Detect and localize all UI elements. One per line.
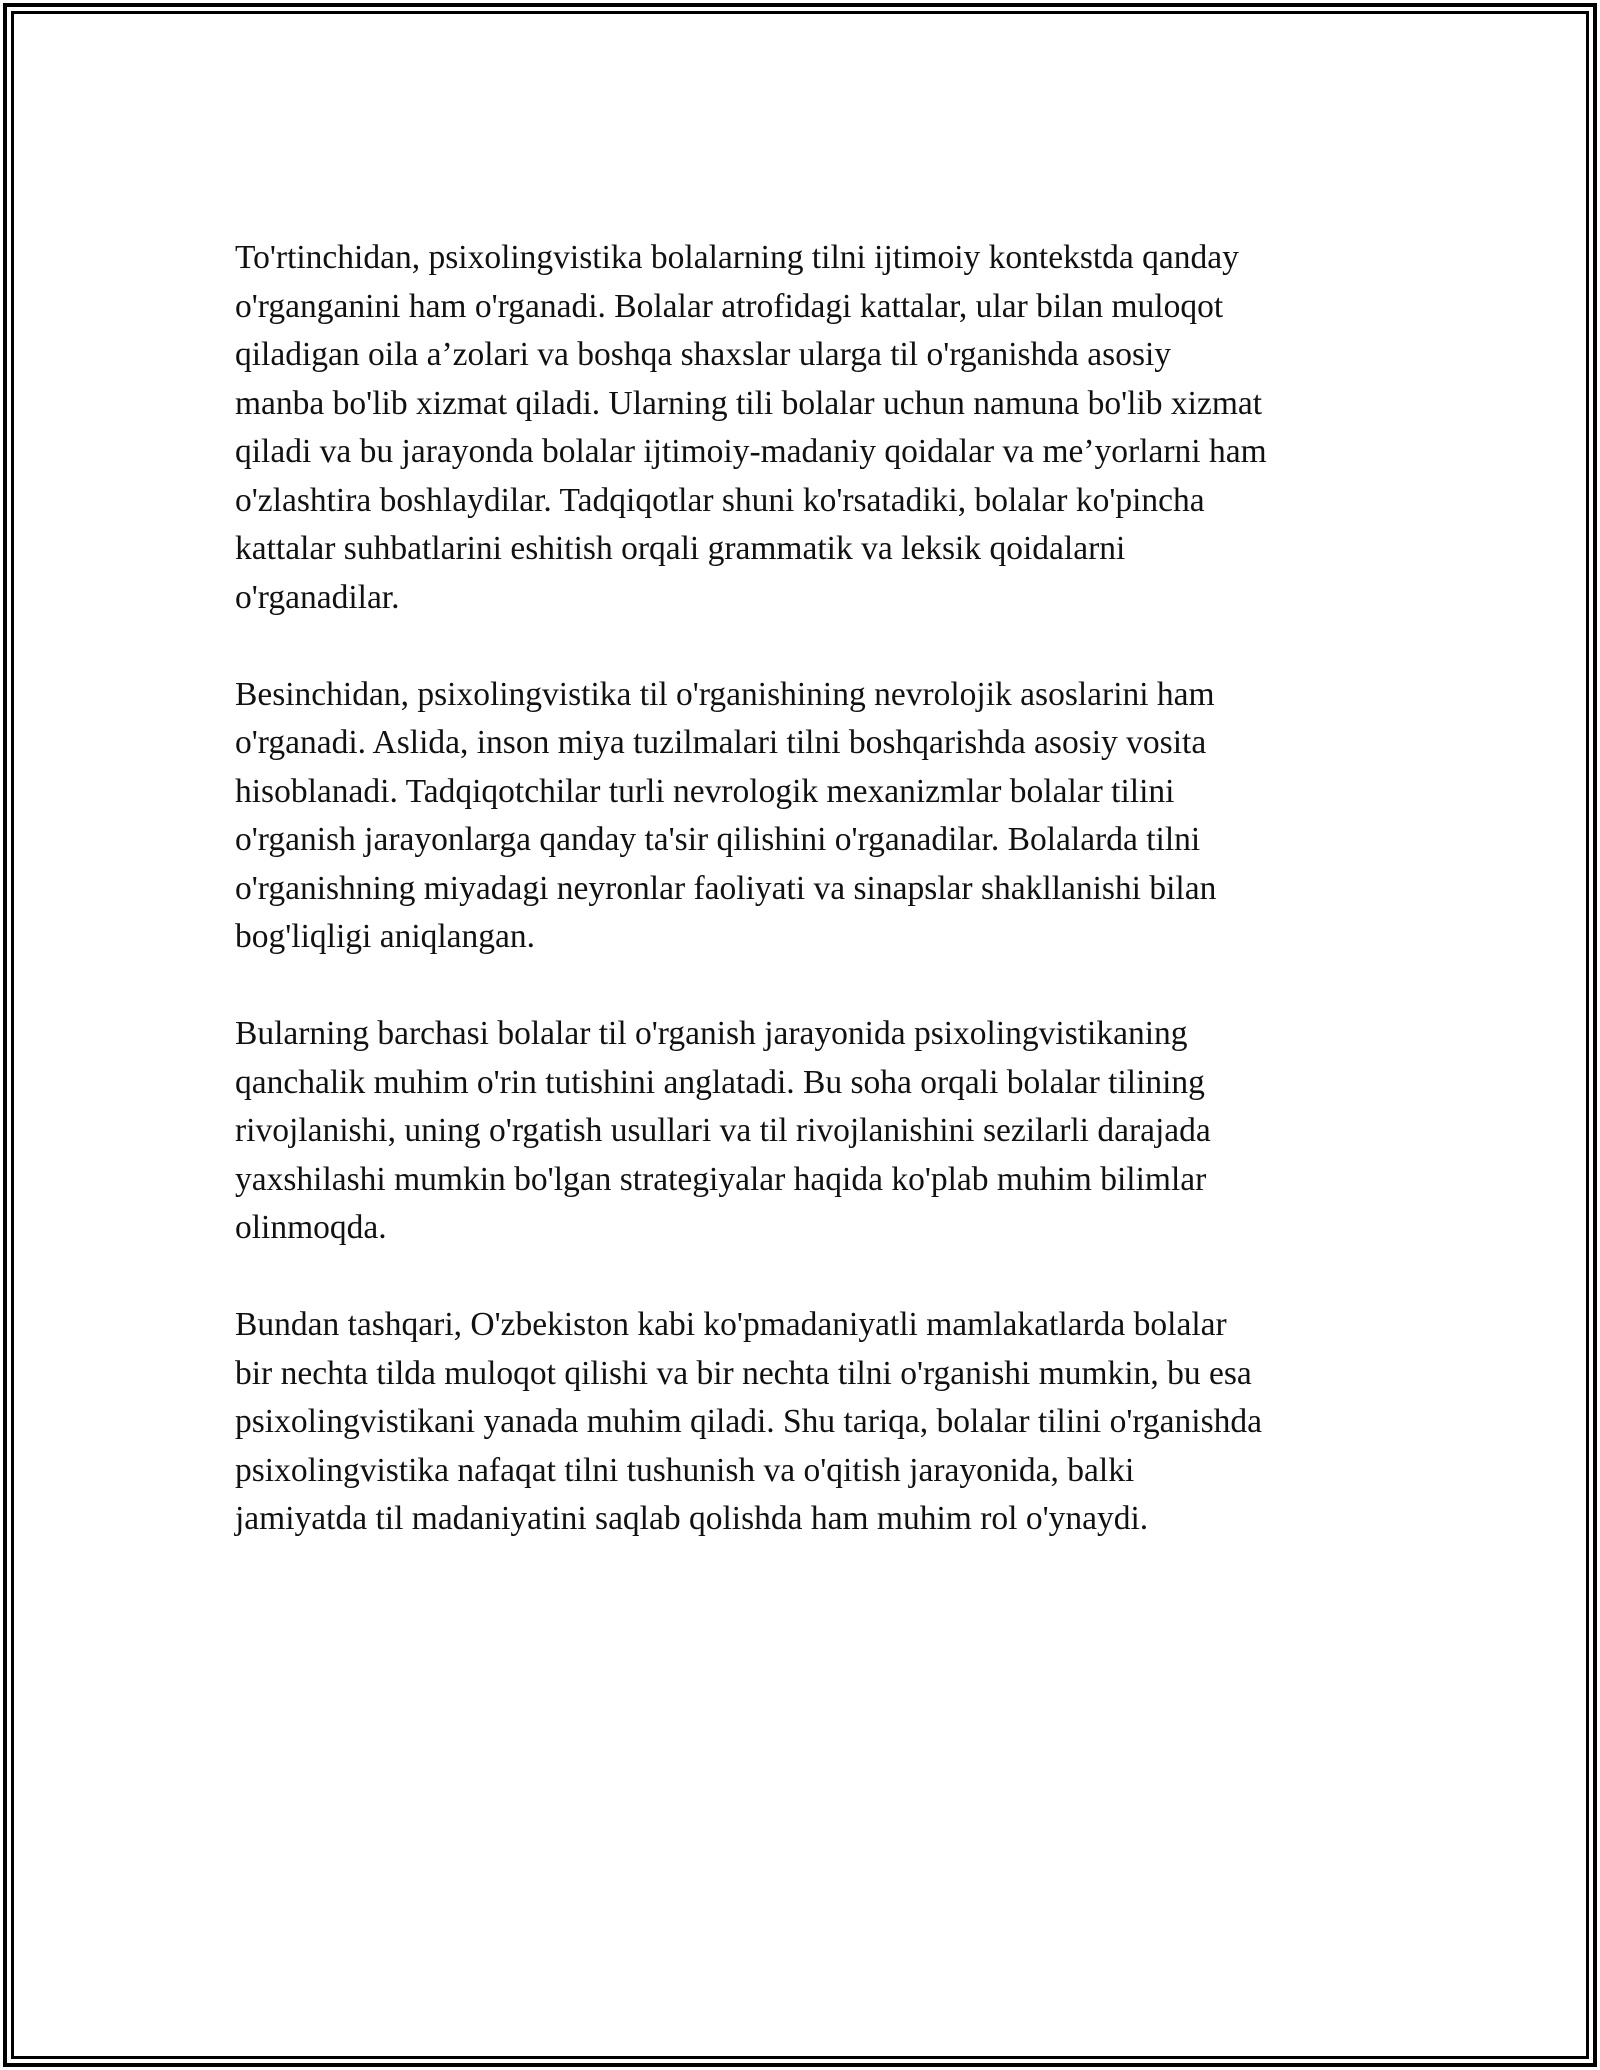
text-line: qanchalik muhim o'rin tutishini anglatadi. Bu soha orqali bolalar tilining [235, 1063, 1205, 1101]
text-line: Besinchidan, psixolingvistika til o'rganishining nevrolojik asoslarini ham [235, 675, 1215, 713]
text-line: bir nechta tilda muloqot qilishi va bir nechta tilni o'rganishi mumkin, bu esa [235, 1354, 1252, 1392]
text-line: olinmoqda. [235, 1209, 387, 1246]
paragraph-2 [235, 671, 1375, 962]
text-line: o'rganganini ham o'rganadi. Bolalar atrofidagi kattalar, ular bilan muloqot [235, 287, 1224, 325]
text-line: qiladi va bu jarayonda bolalar ijtimoiy-madaniy qoidalar va me’yorlarni ham [235, 433, 1267, 470]
text-line: manba bo'lib xizmat qiladi. Ularning tili bolalar uchun namuna bo'lib xizmat [235, 384, 1263, 422]
text-line: hisoblanadi. Tadqiqotchilar turli nevrologik mexanizmlar bolalar tilini [235, 772, 1175, 810]
text-line: psixolingvistikani yanada muhim qiladi. Shu tariqa, bolalar tilini o'rganishda [235, 1403, 1263, 1440]
text-line: jamiyatda til madaniyatini saqlab qolishda ham muhim rol o'ynaydi. [235, 1500, 1149, 1537]
text-line: o'rganish jarayonlarga qanday ta'sir qilishini o'rganadilar. Bolalarda tilni [235, 821, 1201, 858]
text-line: yaxshilashi mumkin bo'lgan strategiyalar haqida ko'plab muhim bilimlar [235, 1160, 1207, 1198]
text-line: rivojlanishi, uning o'rgatish usullari va til rivojlanishini sezilarli darajada [235, 1112, 1211, 1149]
text-line: o'rganadi. Aslida, inson miya tuzilmalari tilni boshqarishda asosiy vosita [235, 724, 1207, 761]
text-line: o'zlashtira boshlaydilar. Tadqiqotlar shuni ko'rsatadiki, bolalar ko'pincha [235, 481, 1205, 519]
text-line: bog'liqligi aniqlangan. [235, 918, 536, 955]
text-line: Bundan tashqari, O'zbekiston kabi ko'pmadaniyatli mamlakatlarda bolalar [235, 1306, 1227, 1343]
text-line: kattalar suhbatlarini eshitish orqali grammatik va leksik qoidalarni [235, 530, 1126, 567]
document-body [235, 234, 1375, 1592]
text-line: To'rtinchidan, psixolingvistika bolalarning tilni ijtimoiy kontekstda qanday [235, 239, 1239, 276]
text-line: qiladigan oila a’zolari va boshqa shaxslar ularga til o'rganishda asosiy [235, 336, 1172, 373]
text-line: o'rganishning miyadagi neyronlar faoliyati va sinapslar shakllanishi bilan [235, 869, 1217, 907]
paragraph-1 [235, 234, 1375, 622]
text-line: o'rganadilar. [235, 578, 400, 616]
text-line: psixolingvistika nafaqat tilni tushunish va o'qitish jarayonida, balki [235, 1451, 1135, 1489]
paragraph-3 [235, 1010, 1375, 1253]
text-line: Bularning barchasi bolalar til o'rganish jarayonida psixolingvistikaning [235, 1015, 1188, 1052]
paragraph-4 [235, 1301, 1375, 1544]
